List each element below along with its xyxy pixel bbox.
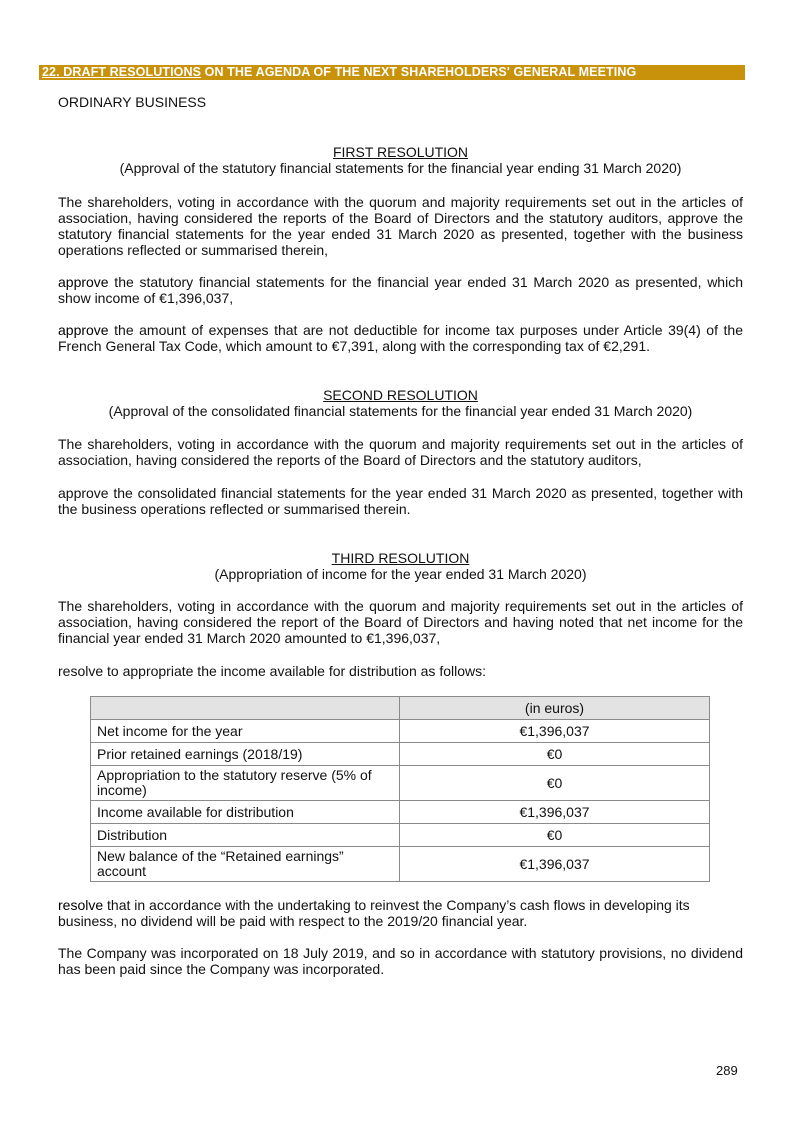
approve-keyword: approve: [58, 322, 109, 338]
ordinary-business-heading: ORDINARY BUSINESS: [58, 94, 207, 110]
table-row: [91, 847, 710, 882]
second-resolution-paragraph-1: The shareholders, voting in accordance with the quorum and majority requirements set out in the articles of association, having considered the reports of the Board of Directors and the statutory auditors,: [58, 436, 743, 468]
third-resolution-paragraph-1: The shareholders, voting in accordance with the quorum and majority requirements set out in the articles of association, having considered the report of the Board of Directors and having noted that net income for the financial year ended 31 March 2020 amounted to €1,396,037,: [58, 598, 743, 646]
table-cell-label: Net income for the year: [91, 720, 400, 743]
table-row: [91, 766, 710, 801]
first-resolution-paragraph-3-text: the amount of expenses that are not deductible for income tax purposes under Article 39(4) of the French General Tax Code, which amount to €7,391, along with the corresponding tax of €2,291.: [58, 322, 743, 354]
section-header-bar: [39, 65, 745, 80]
first-resolution-paragraph-2-text: the statutory financial statements for the financial year ended 31 March 2020 as presented, which show income of €1,396,037,: [58, 274, 743, 306]
table-cell-value: €1,396,037: [400, 801, 710, 824]
third-resolution-paragraph-4: The Company was incorporated on 18 July 2019, and so in accordance with statutory provisions, no dividend has been paid since the Company was incorporated.: [58, 945, 743, 977]
approve-keyword: approve: [58, 274, 109, 290]
third-resolution-paragraph-3-text: that in accordance with the undertaking to reinvest the Company’s cash flows in developing its business, no dividend will be paid with respect to the 2019/20 financial year.: [58, 897, 690, 929]
table-cell-value: €1,396,037: [400, 720, 710, 743]
table-row: [91, 720, 710, 743]
table-row: [91, 801, 710, 824]
income-appropriation-table: [90, 696, 710, 882]
first-resolution-paragraph-2: [58, 274, 743, 306]
page-number: 289: [716, 1063, 738, 1078]
third-resolution-paragraph-3: [58, 897, 743, 929]
table-cell-value: €1,396,037: [400, 847, 710, 882]
second-resolution-paragraph-2: approve the consolidated financial statements for the year ended 31 March 2020 as presented, together with the business operations reflected or summarised therein.: [58, 485, 743, 517]
first-resolution-paragraph-1: The shareholders, voting in accordance with the quorum and majority requirements set out in the articles of association, having considered the reports of the Board of Directors and the statutory auditors, approve the statutory financial statements for the year ended 31 March 2020 as presented, together with the business operations reflected or summarised therein,: [58, 194, 743, 258]
section-header-text: ON THE AGENDA OF THE NEXT SHAREHOLDERS' GENERAL MEETING: [201, 65, 637, 79]
table-cell-value: €0: [400, 824, 710, 847]
table-header-cell: (in euros): [400, 697, 710, 720]
second-resolution-subtitle: (Approval of the consolidated financial statements for the financial year ended 31 March 2020): [108, 403, 693, 419]
table-cell-label: New balance of the “Retained earnings” account: [91, 847, 400, 882]
section-header-number: 22. DRAFT RESOLUTIONS: [42, 65, 202, 79]
table-cell-value: €0: [400, 743, 710, 766]
first-resolution-subtitle: (Approval of the statutory financial statements for the financial year ending 31 March 2020): [119, 160, 682, 176]
table-header-cell: [91, 697, 400, 720]
table-header-row: [91, 697, 710, 720]
table-cell-value: €0: [400, 766, 710, 801]
third-resolution-title: THIRD RESOLUTION: [331, 550, 470, 566]
third-resolution-subtitle: (Appropriation of income for the year ended 31 March 2020): [214, 566, 587, 582]
resolve-keyword: resolve: [58, 897, 104, 913]
third-resolution-paragraph-2: resolve to appropriate the income available for distribution as follows:: [58, 663, 487, 679]
first-resolution-title: FIRST RESOLUTION: [332, 144, 469, 160]
table-row: [91, 824, 710, 847]
table-cell-label: Income available for distribution: [91, 801, 400, 824]
table-cell-label: Prior retained earnings (2018/19): [91, 743, 400, 766]
table-cell-label: Distribution: [91, 824, 400, 847]
table-cell-label: Appropriation to the statutory reserve (5% of income): [91, 766, 400, 801]
table-row: [91, 743, 710, 766]
first-resolution-paragraph-3: [58, 322, 743, 354]
second-resolution-title: SECOND RESOLUTION: [323, 387, 478, 403]
